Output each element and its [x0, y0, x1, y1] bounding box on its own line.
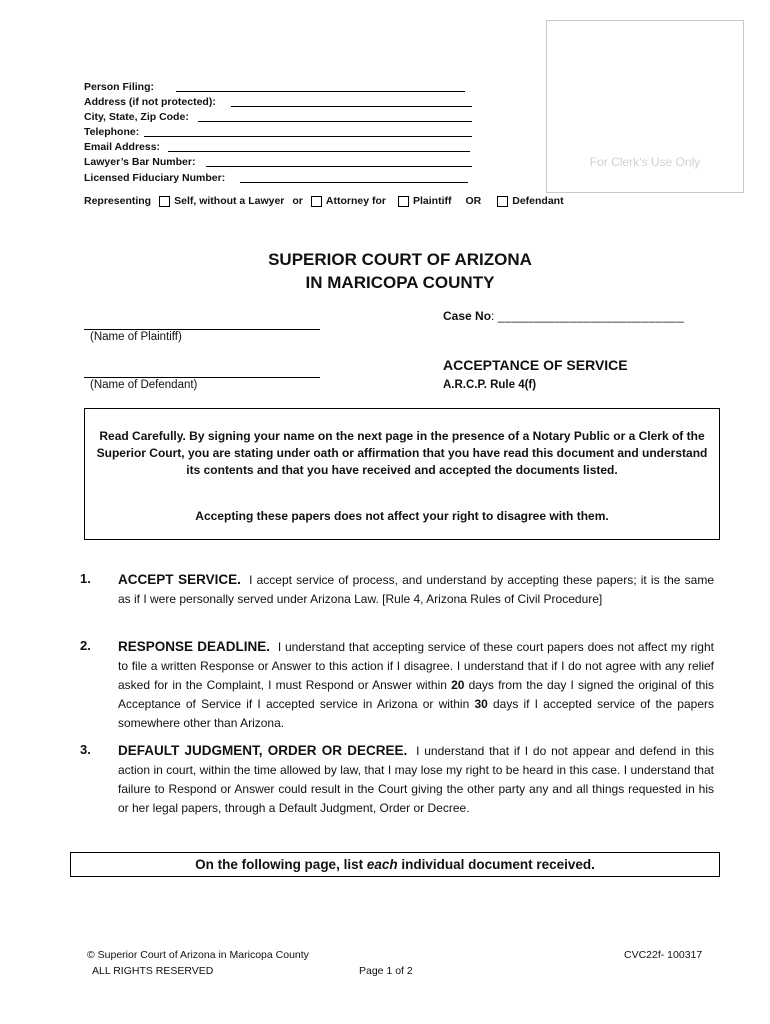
attorney-label: Attorney for — [325, 195, 386, 207]
footer-page-number: Page 1 of 2 — [359, 965, 413, 977]
following-text-a: On the following page, list — [195, 857, 367, 872]
clerk-use-label: For Clerk’s Use Only — [589, 155, 701, 169]
plaintiff-name-label: (Name of Plaintiff) — [90, 331, 182, 343]
address-line[interactable] — [231, 106, 472, 107]
following-text-c: individual document received. — [397, 857, 595, 872]
footer-rights: ALL RIGHTS RESERVED — [92, 965, 214, 977]
court-title-line1: SUPERIOR COURT OF ARIZONA — [268, 250, 532, 269]
plaintiff-checkbox[interactable] — [398, 196, 409, 207]
item-1-body: I accept service of process, and understand by accepting these papers; it is the same as if I were personally served under Arizona Law. [Rule 4, Arizona Rules of Civil Procedure] — [118, 573, 715, 606]
item-2-body-c: days if I accepted service of the papers somewhere other than Arizona. — [118, 697, 714, 730]
person-filing-label: Person Filing: — [84, 81, 155, 93]
following-text-each: each — [366, 857, 398, 872]
item-2-number: 2. — [80, 638, 91, 653]
fiduciary-number-line[interactable] — [240, 182, 468, 183]
item-1-number: 1. — [80, 571, 91, 586]
item-3-body: I understand that if I do not appear and defend in this action in court, within the time allowed by law, that I may lose my right to be heard in this case. I understand that failure to Respond or Answer could result in the Court giving the other party any and all things requested in his or her legal papers, through a Default Judgment, Order or Decree. — [118, 744, 714, 815]
item-1-title: ACCEPT SERVICE. — [118, 572, 241, 587]
address-label: Address (if not protected): — [84, 96, 216, 108]
item-2-body-a: I understand that accepting service of these court papers does not affect my right to file a written Response or Answer to this action if I disagree. I understand that if I do not agree with any relief asked for in the Complaint, I must Respond or Answer within — [118, 640, 714, 692]
fiduciary-number-label: Licensed Fiduciary Number: — [84, 172, 226, 184]
plaintiff-name-line[interactable] — [84, 329, 320, 330]
email-label: Email Address: — [84, 141, 161, 153]
self-checkbox[interactable] — [159, 196, 170, 207]
telephone-label: Telephone: — [84, 126, 140, 138]
item-1 — [118, 570, 714, 609]
following-page-notice — [70, 852, 720, 877]
warning-text-2: Accepting these papers does not affect your right to disagree with them. — [195, 509, 609, 523]
court-title-line2: IN MARICOPA COUNTY — [305, 273, 495, 292]
defendant-name-label: (Name of Defendant) — [90, 379, 198, 391]
item-2 — [118, 637, 714, 733]
or-label: or — [292, 195, 303, 207]
city-state-zip-line[interactable] — [198, 121, 472, 122]
footer-form-code: CVC22f- 100317 — [624, 949, 703, 961]
item-3 — [118, 741, 714, 818]
document-title: ACCEPTANCE OF SERVICE — [443, 357, 628, 373]
representing-label: Representing — [84, 195, 152, 207]
or-label-2: OR — [465, 195, 482, 207]
rule-reference: A.R.C.P. Rule 4(f) — [443, 379, 537, 391]
self-label: Self, without a Lawyer — [174, 195, 285, 207]
item-2-title: RESPONSE DEADLINE. — [118, 639, 270, 654]
bar-number-label: Lawyer’s Bar Number: — [84, 156, 196, 168]
plaintiff-label: Plaintiff — [412, 195, 452, 207]
case-number-colon: : — [491, 309, 495, 323]
defendant-checkbox[interactable] — [497, 196, 508, 207]
footer-copyright: © Superior Court of Arizona in Maricopa County — [87, 949, 309, 961]
attorney-checkbox[interactable] — [311, 196, 322, 207]
telephone-line[interactable] — [144, 136, 472, 137]
email-line[interactable] — [168, 151, 470, 152]
item-3-title: DEFAULT JUDGMENT, ORDER OR DECREE. — [118, 743, 408, 758]
city-state-zip-label: City, State, Zip Code: — [84, 111, 189, 123]
case-number — [443, 309, 684, 323]
item-2-days-20: 20 — [451, 678, 465, 692]
bar-number-line[interactable] — [206, 166, 472, 167]
item-2-body-b: days from the day I signed the original of this Acceptance of Service if I accepted service in Arizona or within — [118, 678, 715, 711]
item-3-number: 3. — [80, 742, 91, 757]
defendant-label: Defendant — [512, 195, 564, 207]
warning-text: Read Carefully. By signing your name on the next page in the presence of a Notary Public or a Clerk of the Superior Court, you are stating under oath or affirmation that you have read this document and understand its contents and that you have received and accepted the documents listed. — [96, 429, 708, 477]
representing-row — [84, 195, 564, 207]
defendant-name-line[interactable] — [84, 377, 320, 378]
item-2-days-30: 30 — [474, 697, 488, 711]
case-number-label: Case No — [443, 309, 492, 323]
case-number-blank[interactable]: __________________________ — [497, 309, 685, 323]
person-filing-line[interactable] — [176, 91, 465, 92]
